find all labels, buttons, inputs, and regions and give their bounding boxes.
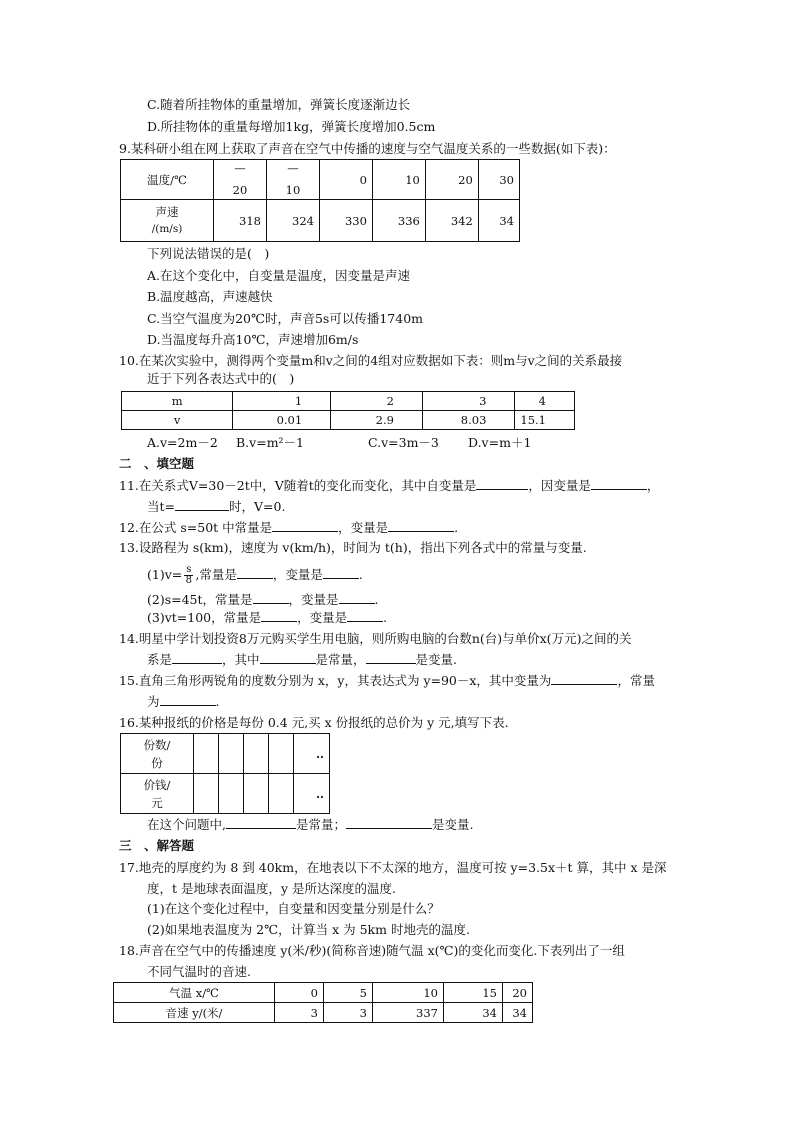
- q18-cell: 20: [503, 983, 533, 1003]
- q9-cell: 342: [425, 200, 478, 242]
- q16-empty-cell[interactable]: [194, 734, 219, 774]
- q10-cell: 3: [422, 392, 514, 411]
- q11-line1: 11.在关系式V=30－2t中，V随着t的变化而变化，其中自变量是 ，因变量是 ，: [119, 478, 660, 493]
- q16-empty-cell[interactable]: [269, 774, 294, 814]
- q16-empty-cell[interactable]: [194, 774, 219, 814]
- q18-line2: 不同气温时的音速.: [147, 964, 251, 979]
- q16-empty-cell[interactable]: [219, 774, 244, 814]
- q14-line2: 系是 ，其中 是常量， 是变量.: [147, 652, 458, 667]
- section-heading-answer: 三 、解答题: [119, 838, 195, 853]
- q9-cell: — 10: [267, 160, 320, 200]
- q17-line1: 17.地壳的厚度约为 8 到 40km，在地表以下不太深的地方，温度可按 y=3.5x＋t 算，其中 x 是深: [119, 860, 667, 875]
- q10-cell: 15.1: [515, 411, 575, 430]
- q9-row1-label: 温度/℃: [121, 160, 214, 200]
- q9-option-a: A.在这个变化中，自变量是温度，因变量是声速: [147, 268, 411, 283]
- q12-blank-variable[interactable]: [388, 519, 454, 532]
- q18-row2-label: 音速 y/(米/: [114, 1003, 275, 1023]
- q13-stem: 13.设路程为 s(km)，速度为 v(km/h)，时间为 t(h)，指出下列各式中的常量与变量.: [119, 540, 587, 555]
- q18-table: [113, 982, 533, 1023]
- q16-empty-cell[interactable]: [244, 734, 269, 774]
- q10-cell: 1: [233, 392, 331, 411]
- q10-option-c: C.v=3m－3: [368, 435, 439, 450]
- q9-stem: 9.某科研小组在网上获取了声音在空气中传播的速度与空气温度关系的一些数据(如下表)：: [119, 141, 616, 156]
- q16-blank-variable[interactable]: [346, 816, 432, 829]
- q16-line2: 在这个问题中, 是常量； 是变量.: [147, 817, 474, 832]
- q13-part2: (2)s=45t，常量是 ，变量是 .: [147, 592, 379, 607]
- q10-row1-label: m: [122, 392, 233, 411]
- q13-part3: (3)vt=100，常量是 ，变量是 .: [147, 610, 388, 625]
- q15-blank-constant[interactable]: [160, 693, 216, 706]
- q13-p2-blank-variable[interactable]: [339, 591, 375, 604]
- q9-cell: 318: [214, 200, 267, 242]
- q13-p3-blank-variable[interactable]: [347, 609, 383, 622]
- q13-p3-blank-constant[interactable]: [261, 609, 297, 622]
- q18-cell: 3: [324, 1003, 373, 1023]
- q18-cell: 34: [503, 1003, 533, 1023]
- q16-row2-label: 价钱/ 元: [121, 774, 194, 814]
- q10-cell: 0.01: [233, 411, 331, 430]
- q16-row1-label: 份数/ 份: [121, 734, 194, 774]
- q18-cell: 3: [275, 1003, 324, 1023]
- q9-row2-label: 声速 /(m/s): [121, 200, 214, 242]
- q9-table: [120, 159, 520, 242]
- q15-line2: 为 .: [147, 694, 220, 709]
- q9-cell: 330: [320, 200, 373, 242]
- q10-stem-line2: 近于下列各表达式中的( ): [147, 371, 295, 386]
- q18-row1-label: 气温 x/℃: [114, 983, 275, 1003]
- q10-table: [121, 391, 575, 430]
- q18-cell: 337: [373, 1003, 444, 1023]
- q16-ellipsis: ..: [294, 774, 330, 814]
- q16-stem: 16.某种报纸的价格是每份 0.4 元,买 x 份报纸的总价为 y 元,填写下表.: [119, 715, 509, 730]
- q16-ellipsis: ..: [294, 734, 330, 774]
- q11-blank-dependent[interactable]: [591, 477, 647, 490]
- q16-empty-cell[interactable]: [244, 774, 269, 814]
- q18-cell: 0: [275, 983, 324, 1003]
- q18-cell: 15: [444, 983, 503, 1003]
- q11-blank-t[interactable]: [175, 498, 229, 511]
- q16-blank-constant[interactable]: [226, 816, 296, 829]
- q12-line: 12.在公式 s=50t 中常量是 ，变量是 .: [119, 520, 459, 535]
- q11-blank-independent[interactable]: [476, 477, 528, 490]
- q10-cell: 2.9: [331, 411, 423, 430]
- q10-option-a: A.v=2m－2: [147, 435, 218, 450]
- q8-option-c: C.随着所挂物体的重量增加，弹簧长度逐渐边长: [147, 97, 411, 112]
- q9-cell: 336: [372, 200, 425, 242]
- q9-option-b: B.温度越高，声速越快: [147, 289, 273, 304]
- q16-table: [120, 733, 330, 814]
- section-heading-fill-in: 二 、填空题: [119, 456, 195, 471]
- q13-p2-blank-constant[interactable]: [253, 591, 289, 604]
- q9-cell: — 20: [214, 160, 267, 200]
- q15-line1: 15.直角三角形两锐角的度数分别为 x，y，其表达式为 y=90－x，其中变量为 ，常量: [119, 673, 655, 688]
- q10-cell: 8.03: [422, 411, 514, 430]
- q14-blank-relation[interactable]: [172, 651, 222, 664]
- q9-cell: 30: [478, 160, 519, 200]
- q9-cell: 20: [425, 160, 478, 200]
- q9-option-d: D.当温度每升高10℃，声速增加6m/s: [147, 332, 359, 347]
- q13-p1-blank-variable[interactable]: [323, 566, 359, 579]
- q13-fraction: $\frac{s}{8}$: [185, 564, 192, 586]
- q17-part2: (2)如果地表温度为 2℃，计算当 x 为 5km 时地壳的温度.: [147, 922, 470, 937]
- q10-cell: 4: [515, 392, 575, 411]
- q17-line2: 度，t 是地球表面温度，y 是所达深度的温度.: [147, 881, 397, 896]
- q17-part1: (1)在这个变化过程中，自变量和因变量分别是什么？: [147, 901, 440, 916]
- q16-empty-cell[interactable]: [269, 734, 294, 774]
- q9-prompt: 下列说法错误的是( ): [147, 246, 270, 261]
- q18-cell: 10: [373, 983, 444, 1003]
- q16-empty-cell[interactable]: [219, 734, 244, 774]
- q10-row2-label: v: [122, 411, 233, 430]
- q10-option-d: D.v=m＋1: [468, 435, 532, 450]
- q10-stem-line1: 10.在某次实验中，测得两个变量m和v之间的4组对应数据如下表：则m与v之间的关系最接: [119, 353, 623, 368]
- q9-option-c: C.当空气温度为20℃时，声音5s可以传播1740m: [147, 311, 424, 326]
- q9-cell: 10: [372, 160, 425, 200]
- q11-line2: 当t= 时，V=0.: [147, 499, 286, 514]
- q8-option-d: D.所挂物体的重量每增加1kg，弹簧长度增加0.5cm: [147, 119, 436, 134]
- q12-blank-constant[interactable]: [272, 519, 338, 532]
- q13-part1: (1)v= $\frac{s}{8}$ ,常量是 ，变量是 .: [147, 564, 363, 586]
- q18-cell: 34: [444, 1003, 503, 1023]
- q18-cell: 5: [324, 983, 373, 1003]
- q10-cell: 2: [331, 392, 423, 411]
- q15-blank-variable[interactable]: [551, 672, 617, 685]
- q14-blank-constant[interactable]: [260, 651, 316, 664]
- q9-cell: 34: [478, 200, 519, 242]
- q10-option-b: B.v=m²－1: [236, 435, 305, 450]
- q9-cell: 324: [267, 200, 320, 242]
- q18-line1: 18.声音在空气中的传播速度 y(米/秒)(简称音速)随气温 x(℃)的变化而变化.下表列出了一组: [119, 943, 625, 958]
- q13-p1-blank-constant[interactable]: [237, 566, 273, 579]
- q14-line1: 14.明星中学计划投资8万元购买学生用电脑，则所购电脑的台数n(台)与单价x(万元)之间的关: [119, 631, 632, 646]
- q9-cell: 0: [320, 160, 373, 200]
- q14-blank-variable[interactable]: [366, 651, 416, 664]
